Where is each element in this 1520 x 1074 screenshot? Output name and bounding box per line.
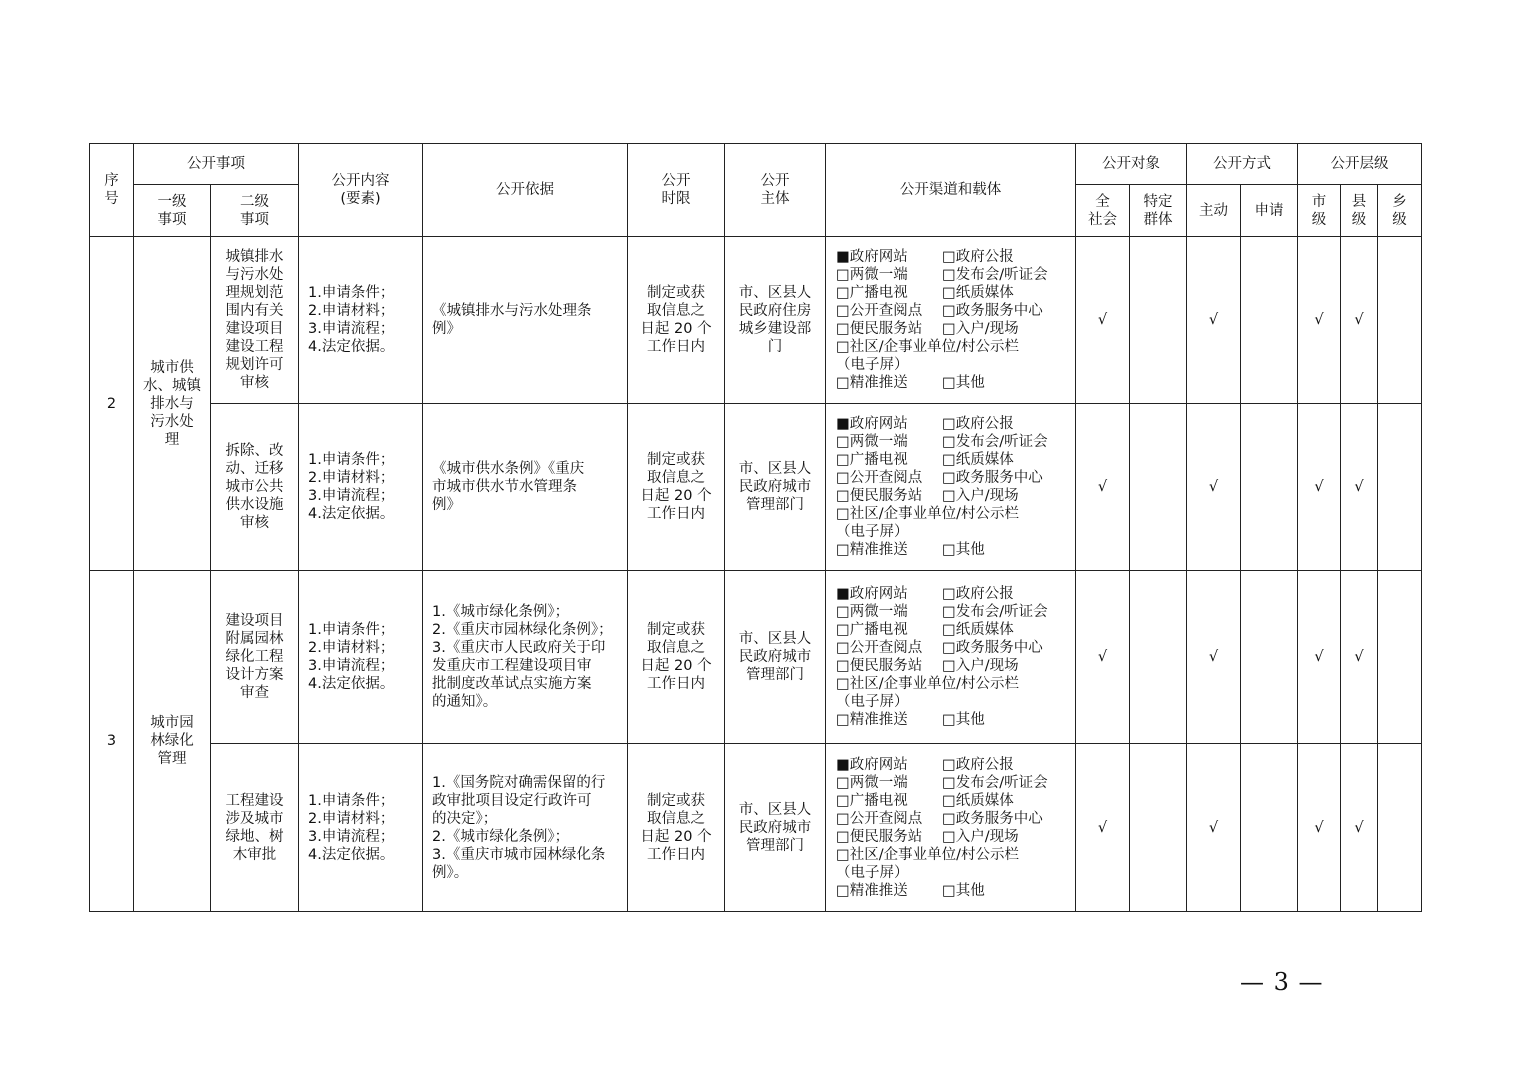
header-method-apply: 申请	[1241, 185, 1298, 237]
channel-press-hearing: □发布会/听证会	[942, 267, 1048, 283]
header-method-active: 主动	[1187, 185, 1241, 237]
check-mark: √	[1298, 237, 1341, 404]
level1-cell: 城市供 水、城镇 排水与 污水处 理	[134, 237, 211, 571]
channel-electronic-screen: （电子屏）	[836, 357, 909, 373]
channel-targeted-push: □精准推送	[836, 375, 908, 391]
channel-broadcast-tv: □广播电视	[836, 622, 908, 638]
channel-public-reading-point: □公开查阅点	[836, 640, 923, 656]
header-method: 公开方式	[1187, 144, 1298, 185]
check-mark: √	[1298, 404, 1341, 571]
channel-gov-gazette: □政府公报	[942, 756, 1014, 773]
basis-cell: 1.《国务院对确需保留的行 政审批项目设定行政许可 的决定》； 2.《城市绿化条例》； 3.《重庆市城市园林绿化条 例》。	[423, 744, 628, 912]
empty-cell	[1130, 744, 1187, 912]
time-cell: 制定或获 取信息之 日起 20 个 工作日内	[628, 744, 725, 912]
header-matter: 公开事项	[134, 144, 299, 185]
check-mark: √	[1076, 744, 1130, 912]
seq-cell: 3	[90, 571, 134, 912]
channel-print-media: □纸质媒体	[942, 622, 1014, 638]
channel-list	[836, 585, 1075, 729]
channel-print-media: □纸质媒体	[942, 792, 1014, 809]
header-lvl-town: 乡 级	[1378, 185, 1422, 237]
table-row	[90, 744, 1422, 912]
check-mark: √	[1298, 571, 1341, 744]
empty-cell	[1241, 744, 1298, 912]
channel-broadcast-tv: □广播电视	[836, 452, 908, 468]
header-level: 公开层级	[1298, 144, 1422, 185]
channel-electronic-screen: （电子屏）	[836, 694, 909, 710]
channel-public-reading-point: □公开查阅点	[836, 470, 923, 486]
basis-cell: 《城市供水条例》《重庆 市城市供水节水管理条 例》	[423, 404, 628, 571]
channel-public-reading-point: □公开查阅点	[836, 303, 923, 319]
channel-press-hearing: □发布会/听证会	[942, 604, 1048, 620]
empty-cell	[1378, 744, 1422, 912]
channel-gov-gazette: □政府公报	[942, 416, 1014, 432]
channel-on-site: □入户/现场	[942, 828, 1019, 845]
header-level2: 二级 事项	[211, 185, 299, 237]
level2-cell: 工程建设 涉及城市 绿地、树 木审批	[211, 744, 299, 912]
check-mark: √	[1187, 571, 1241, 744]
header-audience: 公开对象	[1076, 144, 1187, 185]
empty-cell	[1241, 571, 1298, 744]
channel-cell	[826, 404, 1076, 571]
subject-cell: 市、区县人 民政府住房 城乡建设部 门	[725, 237, 826, 404]
basis-cell: 1.《城市绿化条例》； 2.《重庆市园林绿化条例》； 3.《重庆市人民政府关于印 发重庆市工程建设项目审 批制度改革试点实施方案 的通知》。	[423, 571, 628, 744]
check-mark: √	[1076, 571, 1130, 744]
table-row	[90, 237, 1422, 404]
table-row	[90, 404, 1422, 571]
channel-gov-website: ■政府网站	[836, 416, 908, 432]
header-channel: 公开渠道和载体	[826, 144, 1076, 237]
header-basis: 公开依据	[423, 144, 628, 237]
channel-targeted-push: □精准推送	[836, 882, 908, 899]
channel-cell	[826, 237, 1076, 404]
channel-service-station: □便民服务站	[836, 658, 923, 674]
channel-list	[836, 415, 1075, 559]
empty-cell	[1378, 237, 1422, 404]
content-cell: 1.申请条件； 2.申请材料； 3.申请流程； 4.法定依据。	[299, 571, 423, 744]
time-cell: 制定或获 取信息之 日起 20 个 工作日内	[628, 571, 725, 744]
channel-on-site: □入户/现场	[942, 321, 1019, 337]
check-mark: √	[1341, 404, 1378, 571]
level1-cell: 城市园 林绿化 管理	[134, 571, 211, 912]
channel-press-hearing: □发布会/听证会	[942, 774, 1048, 791]
channel-wechat-weibo-app: □两微一端	[836, 434, 908, 450]
channel-gov-website: ■政府网站	[836, 586, 908, 602]
channel-targeted-push: □精准推送	[836, 542, 908, 558]
header-lvl-city: 市 级	[1298, 185, 1341, 237]
channel-bulletin-board: □社区/企事业单位/村公示栏	[836, 339, 1019, 355]
channel-broadcast-tv: □广播电视	[836, 792, 908, 809]
channel-gov-gazette: □政府公报	[942, 586, 1014, 602]
level2-cell: 拆除、改 动、迁移 城市公共 供水设施 审核	[211, 404, 299, 571]
channel-broadcast-tv: □广播电视	[836, 285, 908, 301]
channel-service-station: □便民服务站	[836, 828, 923, 845]
channel-other: □其他	[942, 375, 985, 391]
check-mark: √	[1187, 744, 1241, 912]
channel-other: □其他	[942, 712, 985, 728]
empty-cell	[1130, 404, 1187, 571]
channel-service-center: □政务服务中心	[942, 470, 1043, 486]
channel-list	[836, 248, 1075, 392]
header-content: 公开内容 (要素)	[299, 144, 423, 237]
channel-print-media: □纸质媒体	[942, 285, 1014, 301]
channel-wechat-weibo-app: □两微一端	[836, 267, 908, 283]
channel-service-center: □政务服务中心	[942, 640, 1043, 656]
check-mark: √	[1341, 744, 1378, 912]
content-cell: 1.申请条件； 2.申请材料； 3.申请流程； 4.法定依据。	[299, 744, 423, 912]
channel-on-site: □入户/现场	[942, 658, 1019, 674]
channel-on-site: □入户/现场	[942, 488, 1019, 504]
channel-cell	[826, 571, 1076, 744]
header-aud-specific: 特定 群体	[1130, 185, 1187, 237]
header-aud-all: 全 社会	[1076, 185, 1130, 237]
check-mark: √	[1187, 404, 1241, 571]
level2-cell: 建设项目 附属园林 绿化工程 设计方案 审查	[211, 571, 299, 744]
channel-service-center: □政务服务中心	[942, 810, 1043, 827]
channel-service-station: □便民服务站	[836, 488, 923, 504]
channel-bulletin-board: □社区/企事业单位/村公示栏	[836, 846, 1019, 863]
empty-cell	[1378, 404, 1422, 571]
channel-targeted-push: □精准推送	[836, 712, 908, 728]
channel-gov-website: ■政府网站	[836, 249, 908, 265]
channel-gov-website: ■政府网站	[836, 756, 908, 773]
check-mark: √	[1076, 404, 1130, 571]
header-seq: 序 号	[90, 144, 134, 237]
channel-gov-gazette: □政府公报	[942, 249, 1014, 265]
channel-bulletin-board: □社区/企事业单位/村公示栏	[836, 676, 1019, 692]
channel-public-reading-point: □公开查阅点	[836, 810, 923, 827]
empty-cell	[1378, 571, 1422, 744]
channel-wechat-weibo-app: □两微一端	[836, 774, 908, 791]
header-time: 公开 时限	[628, 144, 725, 237]
subject-cell: 市、区县人 民政府城市 管理部门	[725, 404, 826, 571]
content-cell: 1.申请条件； 2.申请材料； 3.申请流程； 4.法定依据。	[299, 237, 423, 404]
channel-service-center: □政务服务中心	[942, 303, 1043, 319]
check-mark: √	[1341, 571, 1378, 744]
table-row	[90, 571, 1422, 744]
channel-other: □其他	[942, 542, 985, 558]
check-mark: √	[1341, 237, 1378, 404]
channel-bulletin-board: □社区/企事业单位/村公示栏	[836, 506, 1019, 522]
channel-press-hearing: □发布会/听证会	[942, 434, 1048, 450]
basis-cell: 《城镇排水与污水处理条 例》	[423, 237, 628, 404]
check-mark: √	[1187, 237, 1241, 404]
check-mark: √	[1298, 744, 1341, 912]
channel-print-media: □纸质媒体	[942, 452, 1014, 468]
header-level1: 一级 事项	[134, 185, 211, 237]
channel-wechat-weibo-app: □两微一端	[836, 604, 908, 620]
empty-cell	[1241, 404, 1298, 571]
channel-list	[836, 756, 1075, 900]
time-cell: 制定或获 取信息之 日起 20 个 工作日内	[628, 404, 725, 571]
channel-service-station: □便民服务站	[836, 321, 923, 337]
content-cell: 1.申请条件； 2.申请材料； 3.申请流程； 4.法定依据。	[299, 404, 423, 571]
level2-cell: 城镇排水 与污水处 理规划范 围内有关 建设项目 建设工程 规划许可 审核	[211, 237, 299, 404]
seq-cell: 2	[90, 237, 134, 571]
empty-cell	[1241, 237, 1298, 404]
empty-cell	[1130, 237, 1187, 404]
time-cell: 制定或获 取信息之 日起 20 个 工作日内	[628, 237, 725, 404]
header-subject: 公开 主体	[725, 144, 826, 237]
header-row-1	[90, 144, 1422, 185]
empty-cell	[1130, 571, 1187, 744]
channel-cell	[826, 744, 1076, 912]
disclosure-table	[89, 143, 1422, 912]
subject-cell: 市、区县人 民政府城市 管理部门	[725, 744, 826, 912]
page-number: — 3 —	[1240, 968, 1324, 996]
channel-electronic-screen: （电子屏）	[836, 524, 909, 540]
subject-cell: 市、区县人 民政府城市 管理部门	[725, 571, 826, 744]
check-mark: √	[1076, 237, 1130, 404]
header-lvl-county: 县 级	[1341, 185, 1378, 237]
channel-electronic-screen: （电子屏）	[836, 864, 909, 881]
channel-other: □其他	[942, 882, 985, 899]
